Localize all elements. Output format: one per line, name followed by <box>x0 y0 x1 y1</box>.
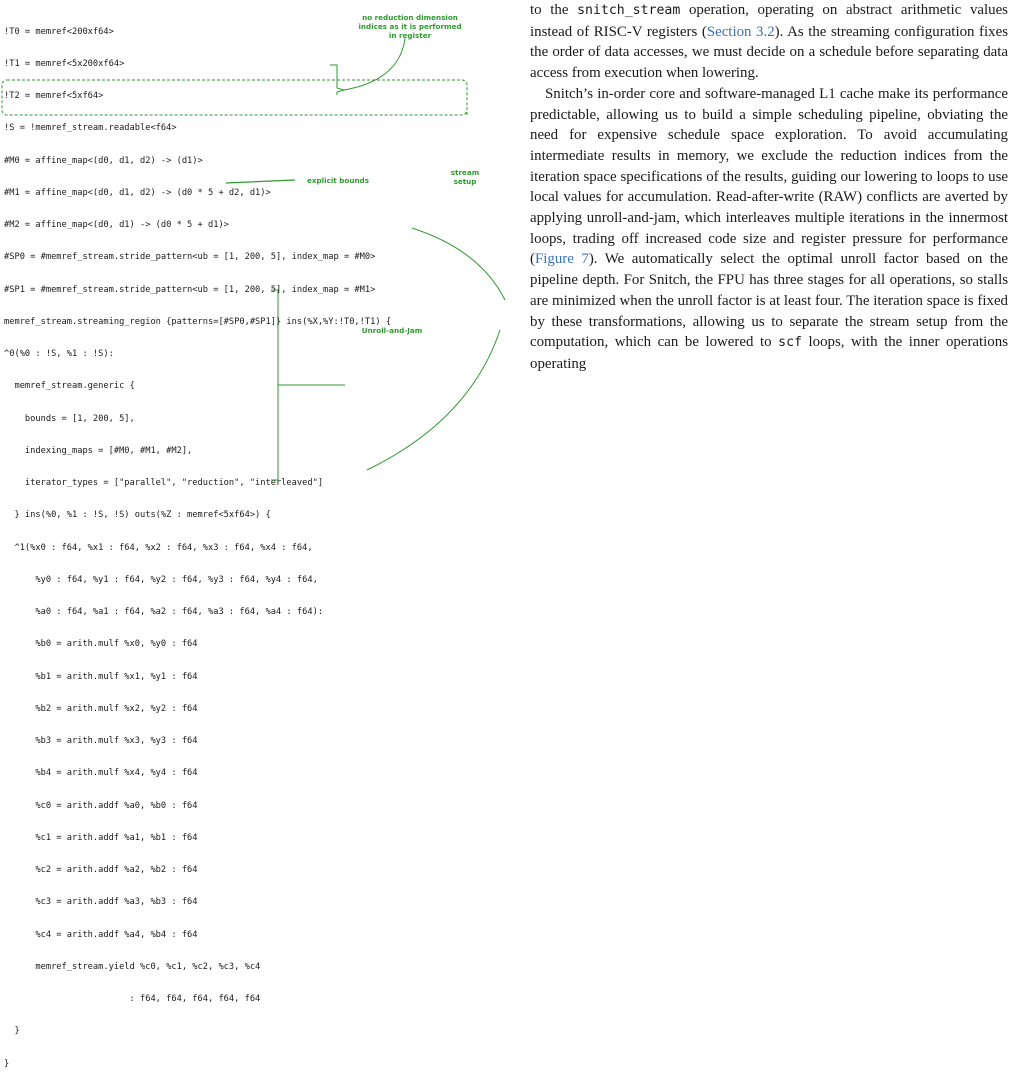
code-line: #M2 = affine_map<(d0, d1) -> (d0 * 5 + d1)> <box>4 220 229 230</box>
code-line: !T1 = memref<5x200xf64> <box>4 58 125 69</box>
code-line-bounds: bounds = [1, 200, 5], <box>4 413 135 424</box>
code-line: %b0 = arith.mulf %x0, %y0 : f64 <box>4 639 198 650</box>
code-line: !S = !memref_stream.readable<f64> <box>4 123 177 134</box>
explicit-bounds-arrow <box>226 180 295 183</box>
code-line: %b1 = arith.mulf %x1, %y1 : f64 <box>4 671 198 682</box>
code-line: %a0 : f64, %a1 : f64, %a2 : f64, %a3 : f64, %a4 : f64): <box>4 607 324 617</box>
code-line-sp0: #SP0 = #memref_stream.stride_pattern<ub = [1, 200, 5], index_map = #M0> <box>4 252 376 263</box>
code-line: #M0 = affine_map<(d0, d1, d2) -> (d1)> <box>4 155 203 166</box>
code-line: : f64, f64, f64, f64, f64 <box>4 994 261 1004</box>
no-reduction-annotation: no reduction dimension indices as it is performed in register <box>358 13 462 40</box>
code-line-streaming-region: memref_stream.streaming_region {patterns=[#SP0,#SP1]} ins(%X,%Y:!T0,!T1) { <box>4 316 392 327</box>
code-line: %b2 = arith.mulf %x2, %y2 : f64 <box>4 703 198 714</box>
unroll-brace <box>271 290 278 480</box>
code-line: ^1(%x0 : f64, %x1 : f64, %x2 : f64, %x3 : f64, %x4 : f64, <box>4 542 313 553</box>
paragraph: to the snitch_stream operation, operating on abstract arithmetic values instead of RISC-V registers (Section 3.2). As the streaming configuration fixes the order of data accesses, we must decide on a schedule before separating data access from execution when lowering. <box>530 2 1008 82</box>
explicit-bounds-annotation: explicit bounds <box>307 176 369 185</box>
code-line: memref_stream.yield %c0, %c1, %c2, %c3, %c4 <box>4 961 261 972</box>
code-line: %b4 = arith.mulf %x4, %y4 : f64 <box>4 768 198 779</box>
paragraph: Snitch’s in-order core and software-managed L1 cache make its performance predictable, allowing us to build a simple scheduling pipeline, obviating the need for expensive schedule space exploration. To avoid accumulating intermediate results in memory, we exclude the reduction indices from the iteration space specifications of the results, guiding our lowering to loops to use local values for accumulation. Read-after-write (RAW) conflicts are averted by applying unroll-and-jam, which interleaves multiple iterations in the innermost loops, trading off increased code size and register pressure for performance (Figure 7). We automatically select the optimal unroll factor based on the pipeline depth. For Snitch, the FPU has three stages for all operations, so stalls are minimized when the unroll factor is at least four. The iteration space is fixed by these transformations, allowing us to separate the stream setup from the computation, which can be lowered to scf loops, with the inner operations operating <box>530 85 1009 372</box>
code-line: memref_stream.generic { <box>4 381 135 392</box>
unroll-and-jam-annotation: Unroll-and-Jam <box>361 326 423 335</box>
code-line: %c4 = arith.addf %a4, %b4 : f64 <box>4 929 198 940</box>
unroll-connector-top <box>412 228 505 300</box>
figure-ref-link[interactable]: Figure 7 <box>534 251 589 268</box>
unroll-connector-bottom <box>367 330 500 470</box>
code-line: !T2 = memref<5xf64> <box>4 91 104 101</box>
no-reduction-connector <box>344 38 405 90</box>
paper-body-text <box>530 0 1008 375</box>
code-line: %c1 = arith.addf %a1, %b1 : f64 <box>4 832 198 843</box>
code-line: %y0 : f64, %y1 : f64, %y2 : f64, %y3 : f64, %y4 : f64, <box>4 574 318 585</box>
code-line: } ins(%0, %1 : !S, !S) outs(%Z : memref<5xf64>) { <box>4 510 271 521</box>
code-line: %c3 = arith.addf %a3, %b3 : f64 <box>4 897 198 908</box>
code-line: %b3 = arith.mulf %x3, %y3 : f64 <box>4 736 198 746</box>
code-line: !T0 = memref<200xf64> <box>4 26 114 37</box>
code-line: #M1 = affine_map<(d0, d1, d2) -> (d0 * 5 + d2, d1)> <box>4 187 271 198</box>
code-line-sp1: #SP1 = #memref_stream.stride_pattern<ub = [1, 200, 5], index_map = #M1> <box>4 284 376 295</box>
stream-setup-annotation: stream setup <box>450 168 480 186</box>
section-ref-link[interactable]: Section 3.2 <box>706 23 775 40</box>
code-line: %c2 = arith.addf %a2, %b2 : f64 <box>4 865 198 875</box>
code-line: indexing_maps = [#M0, #M1, #M2], <box>4 445 193 456</box>
code-line: } <box>4 1026 20 1037</box>
code-line: iterator_types = ["parallel", "reduction", "interleaved"] <box>4 478 324 488</box>
stream-setup-box <box>2 80 467 115</box>
code-line: } <box>4 1058 10 1069</box>
code-line: %c0 = arith.addf %a0, %b0 : f64 <box>4 800 198 811</box>
code-line: ^0(%0 : !S, %1 : !S): <box>4 349 114 359</box>
